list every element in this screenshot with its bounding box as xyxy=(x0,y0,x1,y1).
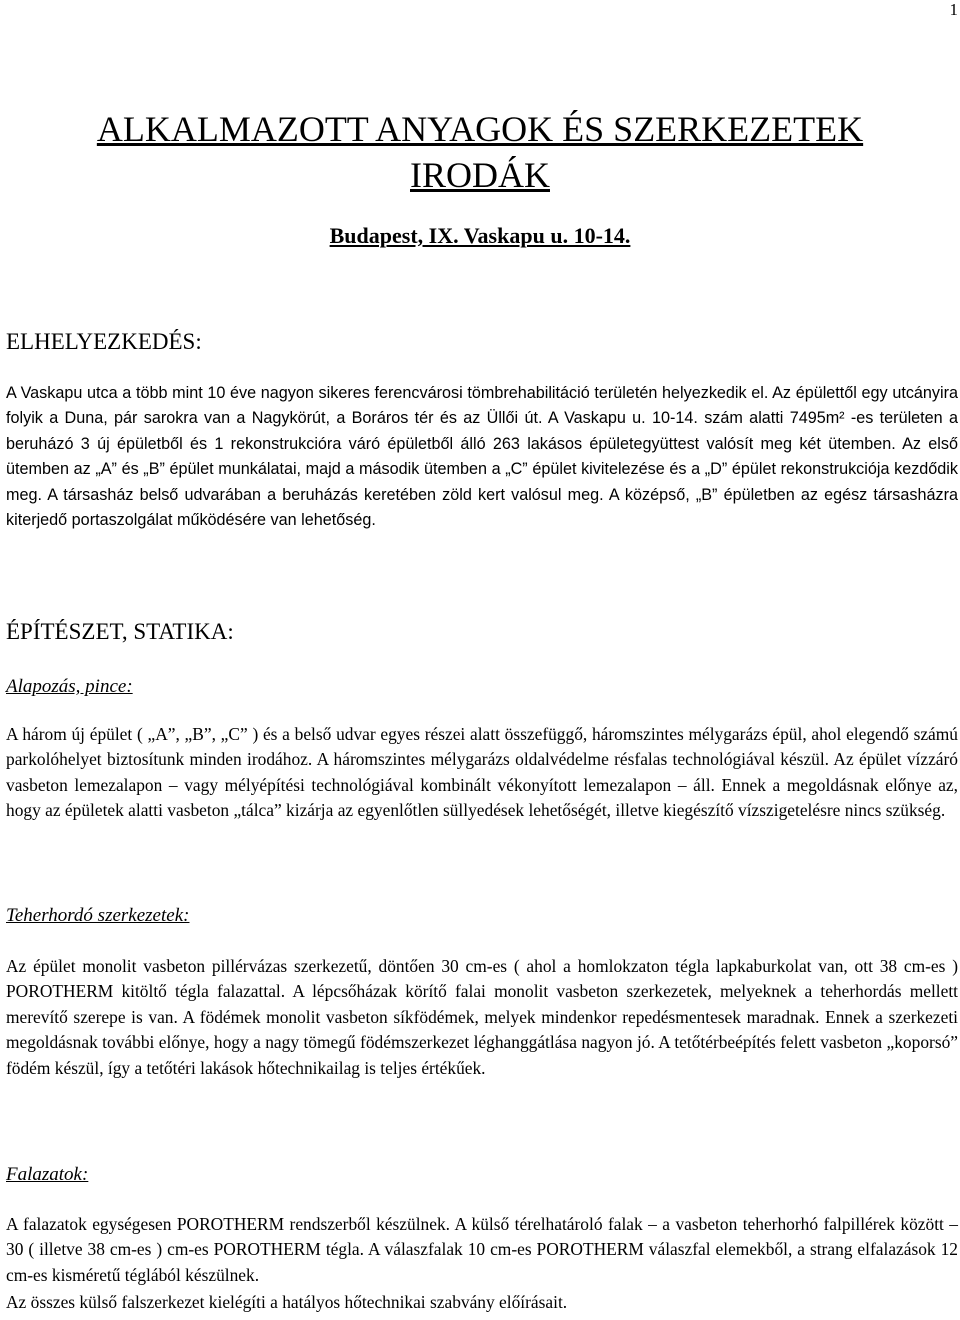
title-line-1: ALKALMAZOTT ANYAGOK ÉS SZERKEZETEK xyxy=(96,109,864,149)
page-number: 1 xyxy=(949,0,958,19)
walls-paragraph-2: Az összes külső falszerkezet kielégíti a hatályos hőtechnikai szabvány előírásait. xyxy=(6,1292,568,1312)
load-bearing-paragraph: Az épület monolit vasbeton pillérvázas szerkezetű, döntően 30 cm-es ( ahol a homlokzaton tégla lapkaburkolat van, ott 38 cm-es ) POROTHERM kitöltő tégla falazattal. A lépcsőházak körítő falai monolit vasbeton szerkezetek, melyeknek a teherhordás mellett merevítő szerepe is van. A födémek monolit vasbeton síkfödémek, melyek mindenkor repedésmentesek maradnak. Ennek a szerkezeti megoldásnak további előnye, hogy a nagy tömegű födémszerkezet léghanggátlása nagyon jó. A tetőtérbeépítés felett vasbeton „koporsó” födém készül, így a tetőtéri lakások hőtechnikailag is teljes értékűek. xyxy=(6,956,958,1078)
foundation-paragraph: A három új épület ( „A”, „B”, „C” ) és a belső udvar egyes részei alatt összefüggő, háromszintes mélygarázs épül, ahol elegendő számú parkolóhelyet biztosítunk minden irodához. A háromszintes mélygarázs oldalvédelme résfalas technológiával készül. Az épület vízzáró vasbeton lemezalapon – vagy mélyépítési technológiával kombinált vékonyított lemezalapon – áll. Ennek a megoldásnak előnye az, hogy az épületek alatti vasbeton „tálca” kizárja az egyenlőtlen süllyedések lehetőségét, illetve kiegészítő vízszigetelésre nincs szükség. xyxy=(6,724,958,821)
location-paragraph: A Vaskapu utca a több mint 10 éve nagyon sikeres ferencvárosi tömbrehabilitáció területén helyezkedik el. Az épülettől egy utcányira folyik a Duna, pár sarokra van a Nagykörút, a Boráros tér és az Üllői út. A Vaskapu u. 10-14. szám alatti 7495m² -es területen a beruházó 3 új épületből és 1 rekonstrukcióra váró épületből álló 263 lakásos épületegyüttest valósít meg két ütemben. Az első ütemben az „A” és „B” épület munkálatai, majd a második ütemben a „C” épület kivitelezése és a „D” épület rekonstrukciója kezdődik meg. A társasház belső udvarában a beruházás keretében zöld kert valósul meg. A középső, „B” épületben az egész társasházra kiterjedő portaszolgálat működésére van lehetőség. xyxy=(6,384,958,530)
walls-paragraph-1: A falazatok egységesen POROTHERM rendszerből készülnek. A külső térelhatároló falak – a vasbeton teherhorhó falpillérek között – 30 ( illetve 38 cm-es ) cm-es POROTHERM tégla. A válaszfalak 10 cm-es POROTHERM válaszfal elemekből, a strang elfalazások 12 cm-es kisméretű téglából készülnek. xyxy=(6,1214,958,1285)
document-title xyxy=(0,106,960,198)
location-heading: ELHELYEZKEDÉS: xyxy=(6,329,202,354)
load-bearing-heading: Teherhordó szerkezetek: xyxy=(6,905,190,926)
walls-heading: Falazatok: xyxy=(6,1164,89,1185)
title-line-2: IRODÁK xyxy=(410,155,550,195)
architecture-heading: ÉPÍTÉSZET, STATIKA: xyxy=(6,619,234,644)
project-address: Budapest, IX. Vaskapu u. 10-14. xyxy=(329,223,631,248)
foundation-heading: Alapozás, pince: xyxy=(6,676,133,697)
